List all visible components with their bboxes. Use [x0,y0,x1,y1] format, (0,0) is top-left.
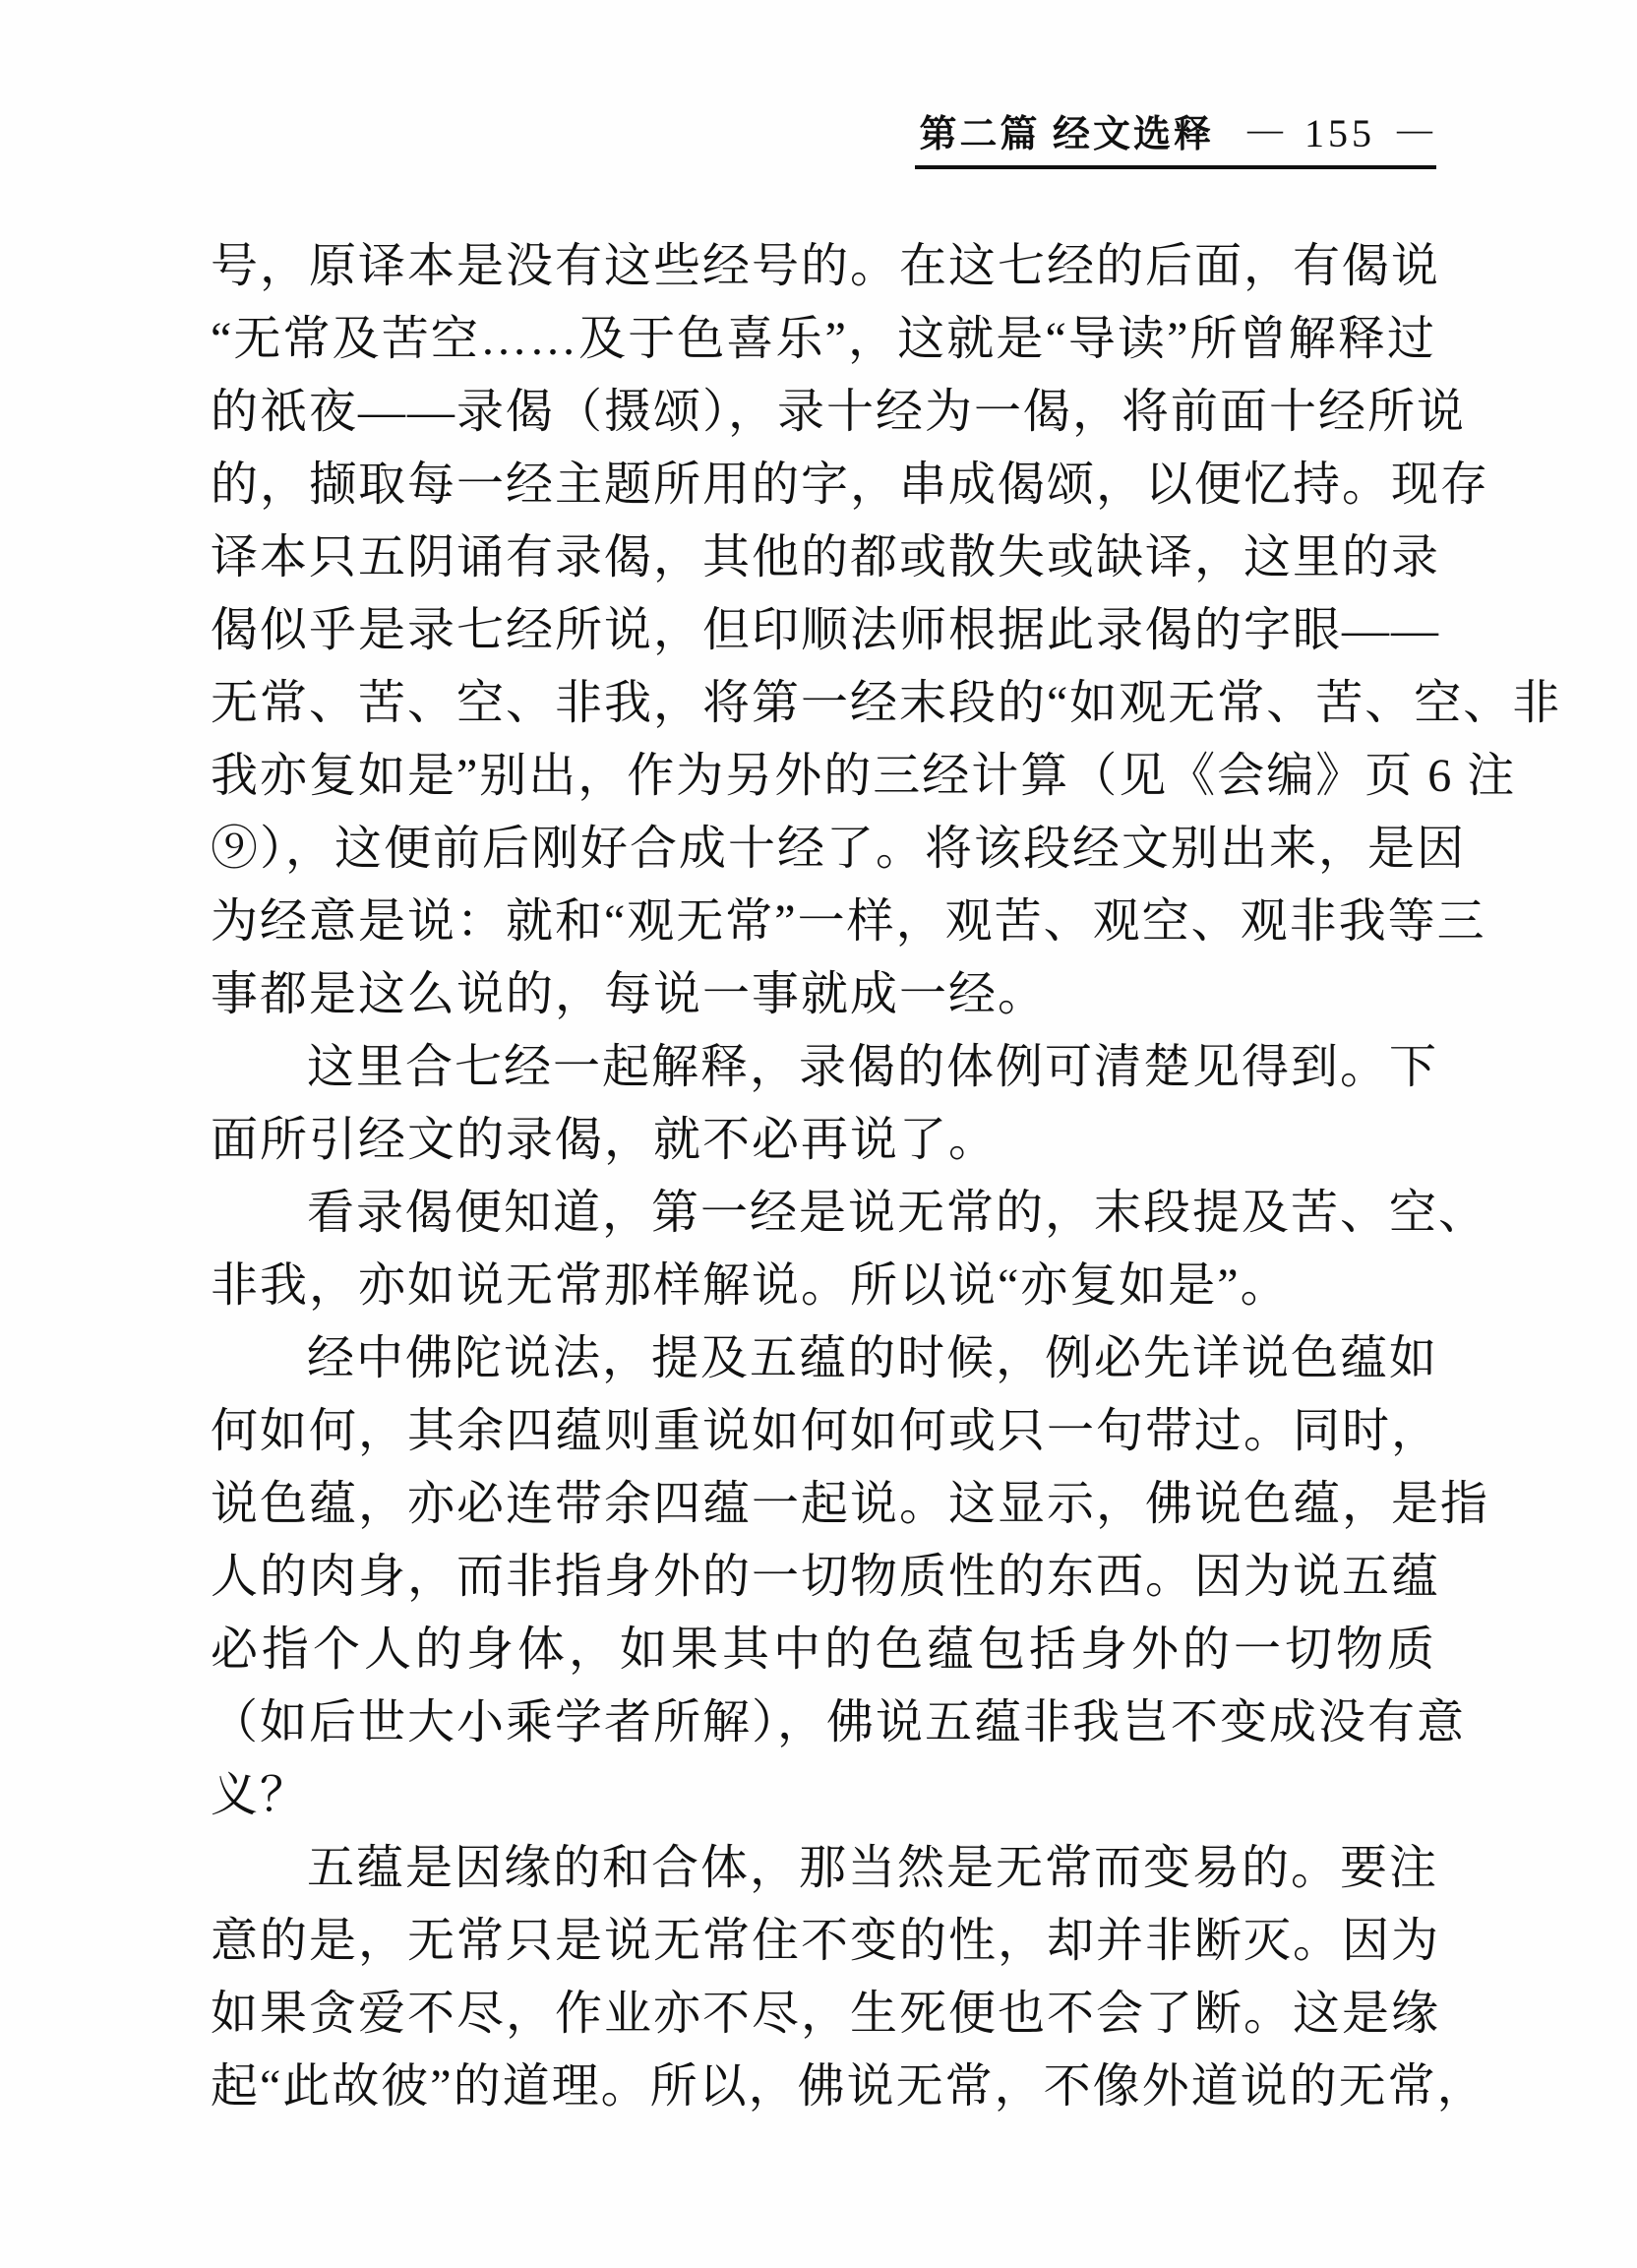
text-line: 必指个人的身体，如果其中的色蕴包括身外的一切物质 [211,1624,1436,1676]
text-line: 何如何，其余四蕴则重说如何如何或只一句带过。同时， [211,1405,1441,1457]
text-line: 看录偈便知道，第一经是说无常的，末段提及苦、空、 [307,1187,1488,1239]
paragraph [211,1832,1486,2123]
text-line: 非我，亦如说无常那样解说。所以说“亦复如是”。 [211,1259,1290,1312]
text-line: 偈似乎是录七经所说，但印顺法师根据此录偈的字眼—— [211,604,1441,656]
page-number: 155 [1304,111,1375,155]
paragraph [211,1322,1490,1832]
folio-dash-right: — [1397,109,1432,149]
text-line: 如果贪爱不尽，作业亦不尽，生死便也不会了断。这是缘 [211,1988,1441,2040]
text-line: 号，原译本是没有这些经号的。在这七经的后面，有偈说 [211,240,1441,292]
text-line: 事都是这么说的，每说一事就成一经。 [211,968,1048,1020]
section-title: 第二篇 经文选释 [919,114,1214,155]
text-line: ⑨），这便前后刚好合成十经了。将该段经文别出来，是因 [211,823,1467,875]
paragraph [211,1177,1488,1322]
folio-dash-left: — [1247,109,1283,149]
paragraph [211,230,1562,1031]
text-line: 人的肉身，而非指身外的一切物质性的东西。因为说五蕴 [211,1551,1441,1603]
text-line: 说色蕴，亦必连带余四蕴一起说。这显示，佛说色蕴，是指 [211,1478,1490,1530]
text-line: 我亦复如是”别出，作为另外的三经计算（见《会编》页 6 注 [211,750,1517,802]
text-line: 起“此故彼”的道理。所以，佛说无常，不像外道说的无常， [211,2060,1486,2113]
text-line: 译本只五阴诵有录偈，其他的都或散失或缺译，这里的录 [211,531,1441,583]
text-line: 意的是，无常只是说无常住不变的性，却并非断灭。因为 [211,1915,1441,1967]
text-line: “无常及苦空……及于色喜乐”，这就是“导读”所曾解释过 [211,313,1436,365]
text-line: 的，撷取每一经主题所用的字，串成偈颂，以便忆持。现存 [211,459,1490,511]
text-line: 为经意是说：就和“观无常”一样，观苦、观空、观非我等三 [211,895,1486,948]
text-line: 这里合七经一起解释，录偈的体例可清楚见得到。下 [307,1041,1439,1093]
text-line: 无常、苦、空、非我，将第一经末段的“如观无常、苦、空、非 [211,677,1562,729]
running-head [915,109,1436,169]
body-text [211,230,1562,2123]
page-folio [1247,109,1432,155]
text-line: 义？ [211,1769,310,1821]
text-line: 的祇夜——录偈（摄颂），录十经为一偈，将前面十经所说 [211,386,1467,438]
text-line: 五蕴是因缘的和合体，那当然是无常而变易的。要注 [307,1842,1439,1894]
paragraph [211,1031,1439,1177]
text-line: 面所引经文的录偈，就不必再说了。 [211,1114,999,1166]
text-line: （如后世大小乘学者所解），佛说五蕴非我岂不变成没有意 [211,1696,1467,1748]
text-line: 经中佛陀说法，提及五蕴的时候，例必先详说色蕴如 [307,1332,1439,1384]
